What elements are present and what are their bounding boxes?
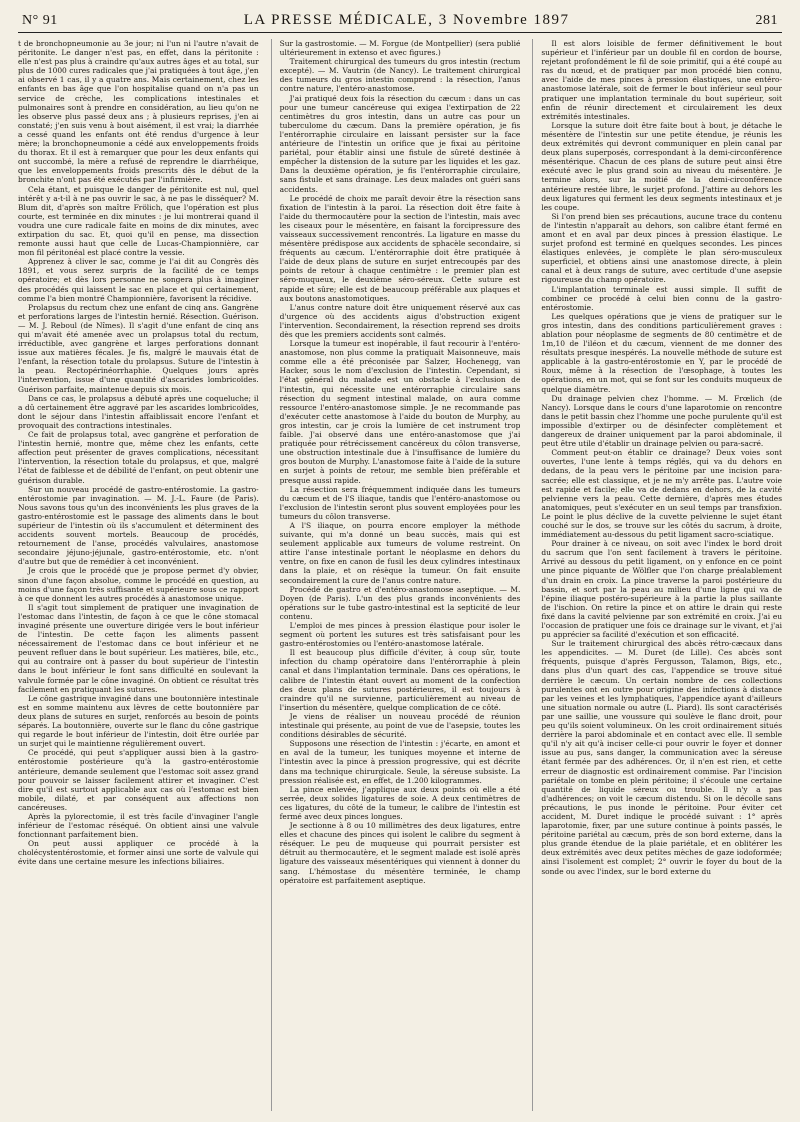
paragraph: La pince enlevée, j'applique aux deux points où elle a été serrée, deux solides ligatures de soie. A deux centimètres de ces ligatures, du côté de la tumeur, le calibre de l'intestin est fermé avec deux pinces longues. xyxy=(279,784,521,821)
page-number: 281 xyxy=(755,13,778,28)
paragraph: Ce procédé, qui peut s'appliquer aussi bien à la gastro-entérostomie postérieure qu'à la gastro-entérostomie antérieure, demande seulement que l'estomac soit assez grand pour pouvoir se laisser facilement attirer et invaginer. C'est dire qu'il est surtout applicable aux cas où l'estomac est bien mobile, dilaté, et par conséquent aux affections non cancéreuses. xyxy=(18,748,259,812)
paragraph: L'anus contre nature doit être uniquement réservé aux cas d'urgence où des accidents aigus d'obstruction exigent l'intervention. Secondairement, la résection reprend ses droits dès que les premiers accidents sont calmés. xyxy=(279,302,521,339)
paragraph: Je viens de réaliser un nouveau procédé de réunion intestinale qui présente, au point de vue de l'asepsie, toutes les conditions désirables de sécurité. xyxy=(279,711,521,740)
paragraph: Sur la gastrostomie. — M. Forgue (de Montpellier) (sera publié ultérieurement in extenso et avec figures.) xyxy=(279,39,521,58)
column-left xyxy=(18,39,259,1111)
paragraph: Procédé de gastro et d'entéro-anastomose aseptique. — M. Doyen (de Paris). L'un des plus grands inconvénients des opérations sur le tube gastro-intestinal est la septicité de leur contenu. xyxy=(279,584,521,621)
paragraph: Pour drainer à ce niveau, on soit avec l'index le bord droit du sacrum que l'on sent facilement à travers le péritoine. Arrivé au dessous du petit ligament, on y enfonce en ce point une pince piquante de Wölfler que l'on charge préalablement d'un drain en croix. La pince traverse la paroi postérieure du bassin, et sort par la peau au milieu d'une ligne qui va de l'épine iliaque postéro-supérieure à la partie la plus saillante de l'ischion. On retire la pince et on attire le drain qui reste fixé dans la cavité pelvienne par son extrémité en croix. J'ai eu l'occasion de pratiquer une fois ce drainage sur le vivant, et j'ai pu apprécier sa facilité d'exécution et son efficacité. xyxy=(541,539,782,640)
paragraph: L'implantation terminale est aussi simple. Il suffit de combiner ce procédé à celui bien connu de la gastro-entérostomie. xyxy=(541,284,782,312)
paragraph: Cela étant, et puisque le danger de péritonite est nul, quel intérêt y a-t-il à ne pas ouvrir le sac, à ne pas le disséquer? M. Blum dit, d'après son maître Frölich, que l'opération est plus courte, est terminée en dix minutes : je lui montrerai quand il voudra une cure radicale faite en moins de dix minutes, avec extirpation du sac. Et, quoi qu'il en pense, ma dissection remonte aussi haut que celle de Lucas-Championnière, car mon fil péritonéal est placé contre la vessie. xyxy=(18,184,259,258)
paragraph: Apprenez à cliver le sac, comme je l'ai dit au Congrès dès 1891, et vous serez surpris de la facilité de ce temps opératoire; et dès lors personne ne songera plus à imaginer des procédés qui laissent le sac en place et qui certainement, comme l'a bien montré Championnière, favorisent la récidive. xyxy=(18,257,259,303)
paragraph: L'emploi de mes pinces à pression élastique pour isoler le segment où portent les sutures est très satisfaisant pour les gastro-entérostomies ou l'entéro-anastomose latérale. xyxy=(279,621,521,649)
paragraph: Je sectionne à 8 ou 10 millimètres des deux ligatures, entre elles et chacune des pinces qui isolent le calibre du segment à réséquer. Le peu de muqueuse qui pourrait persister est détruit au thermocautère, et le segment malade est isolé après ligature des vaisseaux mésentériques qui viennent à donner du sang. L'hémostase du mésentère terminée, le champ opératoire est parfaitement aseptique. xyxy=(279,821,521,885)
paragraph: Il est alors loisible de fermer définitivement le bout supérieur et l'inférieur par un double fil en cordon de bourse, rejetant profondément le fil de soie primitif, qui a été coupé au ras du nœud, et de pratiquer par mon procédé bien connu, avec l'aide de mes pinces à pression élastiques, une entéro-anastomose latérale, soit de fermer le bout inférieur seul pour pratiquer une implantation terminale du bout supérieur, soit enfin de réunir directement et circulairement les deux extrémités intestinales. xyxy=(541,39,782,121)
paragraph: Si l'on prend bien ses précautions, aucune trace du contenu de l'intestin n'apparaît au dehors, son calibre étant fermé en amont et en aval par deux pinces à pression élastique. Le surjet profond est terminé en quelques secondes. Les pinces élastiques enlevées, je complète le plan séro-musculeux superficiel, et obtiens ainsi une anastomose directe, à plein canal et à deux rangs de suture, avec certitude d'une asepsie rigoureuse du champ opératoire. xyxy=(541,211,782,285)
paragraph: Il s'agit tout simplement de pratiquer une invagination de l'estomac dans l'intestin, de façon à ce que le cône stomacal invaginé présente une ouverture dirigée vers le bout inférieur de l'intestin. De cette façon les aliments passent nécessairement de l'estomac dans ce bout inférieur et ne peuvent refluer dans le bout supérieur. Les matières, bile, etc., qui au contraire ont à passer du bout supérieur de l'intestin dans le bout inférieur le font sans difficulté en soulevant la valvule formée par le cône invaginé. On obtient ce résultat très facilement en pratiquant les sutures. xyxy=(18,602,259,694)
column-middle xyxy=(271,39,521,1111)
journal-title: LA PRESSE MÉDICALE, 3 Novembre 1897 xyxy=(243,12,570,28)
issue-number: N° 91 xyxy=(22,13,58,28)
paragraph: On peut aussi appliquer ce procédé à la cholécystentérostomie, et former ainsi une sorte de valvule qui évite dans une certaine mesure les infections biliaires. xyxy=(18,839,259,867)
paragraph: Du drainage pelvien chez l'homme. — M. Frœlich (de Nancy). Lorsque dans le cours d'une laparotomie on rencontre dans le petit bassin chez l'homme une poche purulente qu'il est impossible d'extirper ou de désinfecter complètement et dangereux de drainer uniquement par la paroi abdominale, il peut être utile d'établir un drainage pelvien ou para-sacré. xyxy=(541,393,782,449)
paragraph: Sur le traitement chirurgical des abcès rétro-cæcaux dans les appendicites. — M. Duret (de Lille). Ces abcès sont fréquents, puisque d'après Fergusson, Talamon, Bigs, etc., dans plus d'un quart des cas, l'appendice se trouve situé derrière le cæcum. Un certain nombre de ces collections purulentes ont en outre pour origine des infections à distance par les veines et les lymphatiques, l'appendice ayant d'ailleurs une situation normale ou autre (L. Piard). Ils sont caractérisés par une saillie, une voussure qui soulève le flanc droit, pour peu qu'ils soient volumineux. On les croit ordinairement situés derrière la paroi abdominale et en contact avec elle. Il semble qu'il n'y ait qu'à inciser celle-ci pour ouvrir le foyer et donner issue au pus, sans danger, la communication avec la séreuse étant fermée par des adhérences. Or, il n'en est rien, et cette erreur de diagnostic est ordinairement commise. Par l'incision pariétale on tombe en plein péritoine; il s'écoule une certaine quantité de liquide séreux ou trouble. Il n'y a pas d'adhérences; on voit le cæcum distendu. Si on le décolle sans précautions, le pus inonde le péritoine. Pour éviter cet accident, M. Duret indique le procédé suivant : 1° après laparotomie, fixer, par une suture continue à points passés, le péritoine pariétal au cæcum, près de son bord externe, dans la plus grande étendue de la plaie pariétale, et en oblitérer les deux extrémités avec deux petites mèches de gaze iodoformée; ainsi l'isolement est complet; 2° ouvrir le foyer du bout de la sonde ou avec l'index, sur le bord externe du xyxy=(541,639,782,876)
paragraph: Je crois que le procédé que je propose permet d'y obvier, sinon d'une façon absolue, comme le procédé en question, au moins d'une façon très suffisante et supérieure sous ce rapport à ce que donnent les autres procédés à anastomose unique. xyxy=(18,566,259,603)
page-header xyxy=(18,12,782,33)
paragraph: Lorsque la suture doit être faite bout à bout, je détache le mésentère de l'intestin sur une petite étendue, je réunis les deux extrémités qui devront communiquer en plein canal par deux plans superposés, correspondant à la demi-circonférence mésentérique. Chacun de ces plans de suture peut ainsi être exécuté avec le plus grand soin au niveau du mésentère. Je termine alors, sur la moitié de la demi-circonférence antérieure restée libre, le surjet profond. J'attire au dehors les deux ligatures qui ferment les deux segments intestinaux et je les coupe. xyxy=(541,120,782,212)
paragraph: Le cône gastrique invaginé dans une boutonnière intestinale est en somme maintenu aux lèvres de cette boutonnière par deux plans de sutures en surjet, renforcés au besoin de points séparés. La boutonnière, ouverte sur le flanc du cône gastrique qui regarde le bout inférieur de l'intestin, doit être ourlée par un surjet qui le maintienne régulièrement ouvert. xyxy=(18,693,259,749)
paragraph: A l'S iliaque, on pourra encore employer la méthode suivante, qui m'a donné un beau succès, mais qui est seulement applicable aux tumeurs de volume restreint. On attire l'anse intestinale portant le néoplasme en dehors du ventre, on fixe en canon de fusil les deux cylindres intestinaux dans la plaie, et on résèque la tumeur. On fait ensuite secondairement la cure de l'anus contre nature. xyxy=(279,520,521,585)
paragraph: Sur un nouveau procédé de gastro-entérostomie. La gastro-entérostomie par invagination. — M. J.-L. Faure (de Paris). Nous savons tous qu'un des inconvénients les plus graves de la gastro-entérostomie est le passage des aliments dans le bout supérieur de l'intestin où ils s'accumulent et déterminent des accidents souvent mortels. Beaucoup de procédés, retournement de l'anse, procédés valvulaires, anastomose secondaire jéjuno-jéjunale, gastro-entérostomie, etc. n'ont d'autre but que de remédier à cet inconvénient. xyxy=(18,484,259,567)
paragraph: J'ai pratiqué deux fois la résection du cæcum : dans un cas pour une tumeur cancéreuse qui exigea l'extirpation de 22 centimètres du gros intestin, dans un autre cas pour un tuberculome du cæcum. Dans la première opération, je fis l'entérorraphie circulaire en laissant persister sur la face antérieure de l'intestin un orifice que je fixai au péritoine pariétal, pour établir ainsi une fistule de sûreté destinée à empêcher la distension de la suture par les liquides et les gaz. Dans la deuxième opération, je fis l'entérorraphie circulaire, sans fistule et sans drainage. Les deux malades ont guéri sans accidents. xyxy=(279,93,521,194)
paragraph: Ce fait de prolapsus total, avec gangrène et perforation de l'intestin hernié, montre que, même chez les enfants, cette affection peut présenter de graves complications, nécessitant l'intervention, la résection totale du prolapsus, et que, malgré l'état de faiblesse et de débilité de l'enfant, on peut obtenir une guérison durable. xyxy=(18,430,259,485)
paragraph: Supposons une résection de l'intestin : j'écarte, en amont et en aval de la tumeur, les tuniques moyenne et interne de l'intestin avec la pince à pression progressive, qui est décrite dans ma technique chirurgicale. Seule, la séreuse subsiste. La pression réalisée est, en effet, de 1.200 kilogrammes. xyxy=(279,739,521,785)
paragraph: Dans ce cas, le prolapsus a débuté après une coqueluche; il a dû certainement être aggravé par les ascarides lombricoïdes, dont le séjour dans l'intestin affaiblissait encore l'enfant et provoquait des contractions intestinales. xyxy=(18,393,259,430)
paragraph: Lorsque la tumeur est inopérable, il faut recourir à l'entéro-anastomose, non plus comme la pratiquait Maisonneuve, mais comme elle a été préconisée par Salzer, Hochenegg, van Hacker, sous le nom d'exclusion de l'intestin. Cependant, si l'état général du malade est un obstacle à l'exclusion de l'intestin, qui nécessite une entérorraphie circulaire sans résection du segment intestinal malade, on aura comme ressource l'entéro-anastomose simple. Je ne recommande pas d'exécuter cette anastomose à l'aide du bouton de Murphy, au gros intestin, car je crois la lumière de cet instrument trop faible. J'ai observé dans une entéro-anastomose que j'ai pratiquée pour rétrécissement cancéreux du côlon transverse, une obstruction intestinale due à l'insuffisance de lumière du gros bouton de Murphy. L'anastomose faite à l'aide de la suture en surjet à points de retour, me semble bien préférable et presque aussi rapide. xyxy=(279,339,521,485)
paragraph: Traitement chirurgical des tumeurs du gros intestin (rectum excepté). — M. Vautrin (de Nancy). Le traitement chirurgical des tumeurs du gros intestin comprend : la résection, l'anus contre nature, l'entéro-anastomose. xyxy=(279,57,521,94)
paragraph: Les quelques opérations que je viens de pratiquer sur le gros intestin, dans des conditions particulièrement graves : ablation pour néoplasme de segments de 80 centimètre et de 1m,10 de l'iléon et du cæcum, viennent de me donner des résultats presque inespérés. La nouvelle méthode de suture est applicable à la gastro-entérostomie en Y, par le procédé de Roux, même à la résection de l'œsophage, à toutes les opérations, en un mot, qui se font sur les conduits muqueux de quelque diamètre. xyxy=(541,311,782,394)
text-columns xyxy=(18,39,782,1111)
paragraph: Le procédé de choix me paraît devoir être la résection sans fixation de l'intestin à la paroi. La résection doit être faite à l'aide du thermocautère pour la section de l'intestin, mais avec les ciseaux pour le mésentère, en faisant la forcipressure des vaisseaux successivement rencontrés. La ligature en masse du mésentère prédispose aux accidents de sphacèle secondaire, si fréquents au cæcum. L'entérorraphie doit être pratiquée à l'aide de deux plans de suture en surjet entrecoupés par des points de retour à chaque centimètre : le premier plan est séro-muqueux, le deuxième séro-séreux. Cette suture est rapide et sûre; elle est de beaucoup préférable aux plaques et aux boutons anastomotiques. xyxy=(279,193,521,303)
paragraph: Comment peut-on établir ce drainage? Deux voies sont ouvertes, l'une lente à temps réglés, qui va du dehors en dedans, de la peau vers le péritoine par une incision para-sacrée; elle est classique, et je ne m'y arrête pas. L'autre voie est rapide et facile; elle va de dedans en dehors, de la cavité pelvienne vers la peau. Cette dernière, d'après mes études anatomiques, peut s'exécuter en un seul temps par transfixion. Le point le plus déclive de la cuvette pelvienne le sujet étant couché sur le dos, se trouve sur les côtés du sacrum, à droite, immédiatement au-dessous du petit ligament sacro-sciatique. xyxy=(541,448,782,540)
paragraph: Il est beaucoup plus difficile d'éviter, à coup sûr, toute infection du champ opératoire dans l'entérorraphie à plein canal et dans l'implantation terminale. Dans ces opérations, le calibre de l'intestin étant ouvert au moment de la confection des deux plans de sutures postérieures, il est toujours à craindre qu'il ne survienne, particulièrement au niveau de l'insertion du mésentère, quelque complication de ce côté. xyxy=(279,648,521,712)
paragraph: Après la pylorectomie, il est très facile d'invaginer l'angle inférieur de l'estomac réséqué. On obtient ainsi une valvule fonctionnant parfaitement bien. xyxy=(18,811,259,840)
column-right xyxy=(532,39,782,1111)
paragraph: La résection sera fréquemment indiquée dans les tumeurs du cæcum et de l'S iliaque, tandis que l'entéro-anastomose ou l'exclusion de l'intestin seront plus souvent employées pour les tumeurs du côlon transverse. xyxy=(279,484,521,521)
paragraph: t de bronchopneumonie au 3e jour; ni l'un ni l'autre n'avait de péritonite. Le danger n'est pas, en effet, dans la péritonite : elle n'est pas plus à craindre qu'aux autres âges et au total, sur plus de 1000 cures radicales que j'ai pratiquées à tout âge, j'en ai observé 1 cas, il y a quatre ans. Mais certainement, chez les enfants en bas âge que l'on hospitalise quand on n'a pas un service de crèche, les complications intestinales et pulmonaires sont à prendre en considération, au lieu qu'on ne les observe plus passé deux ans ; à plusieurs reprises, j'en ai constaté; j'en suis venu à bout aisément, il est vrai; la diarrhée a cessé quand les enfants ont été rendus d'urgence à leur mère; la bronchopneumonie a cédé aux enveloppements froids du thorax. Et il est à remarquer que pour les deux enfants qui ont succombé, la mère a refusé de reprendre le diarrhéique, que les enveloppements froids prescrits dès le début de la bronchite n'ont pas été exécutés par l'infirmière. xyxy=(18,39,259,185)
newspaper-page xyxy=(18,12,782,1112)
paragraph: Prolapsus du rectum chez une enfant de cinq ans. Gangrène et perforations larges de l'intestin hernié. Résection. Guérison. — M. J. Reboul (de Nîmes). Il s'agit d'une enfant de cinq ans qui m'avait été amenée avec un prolapsus total du rectum, irréductible, avec gangrène et larges perforations donnant issue aux matières fécales. Je fis, malgré le mauvais état de l'enfant, la résection totale du prolapsus. Suture de l'intestin à la peau. Rectopérinéorrhaphie. Quelques jours après l'intervention, issue d'une quantité d'ascarides lombricoïdes. Guérison parfaite, maintenue depuis six mois. xyxy=(18,302,259,394)
